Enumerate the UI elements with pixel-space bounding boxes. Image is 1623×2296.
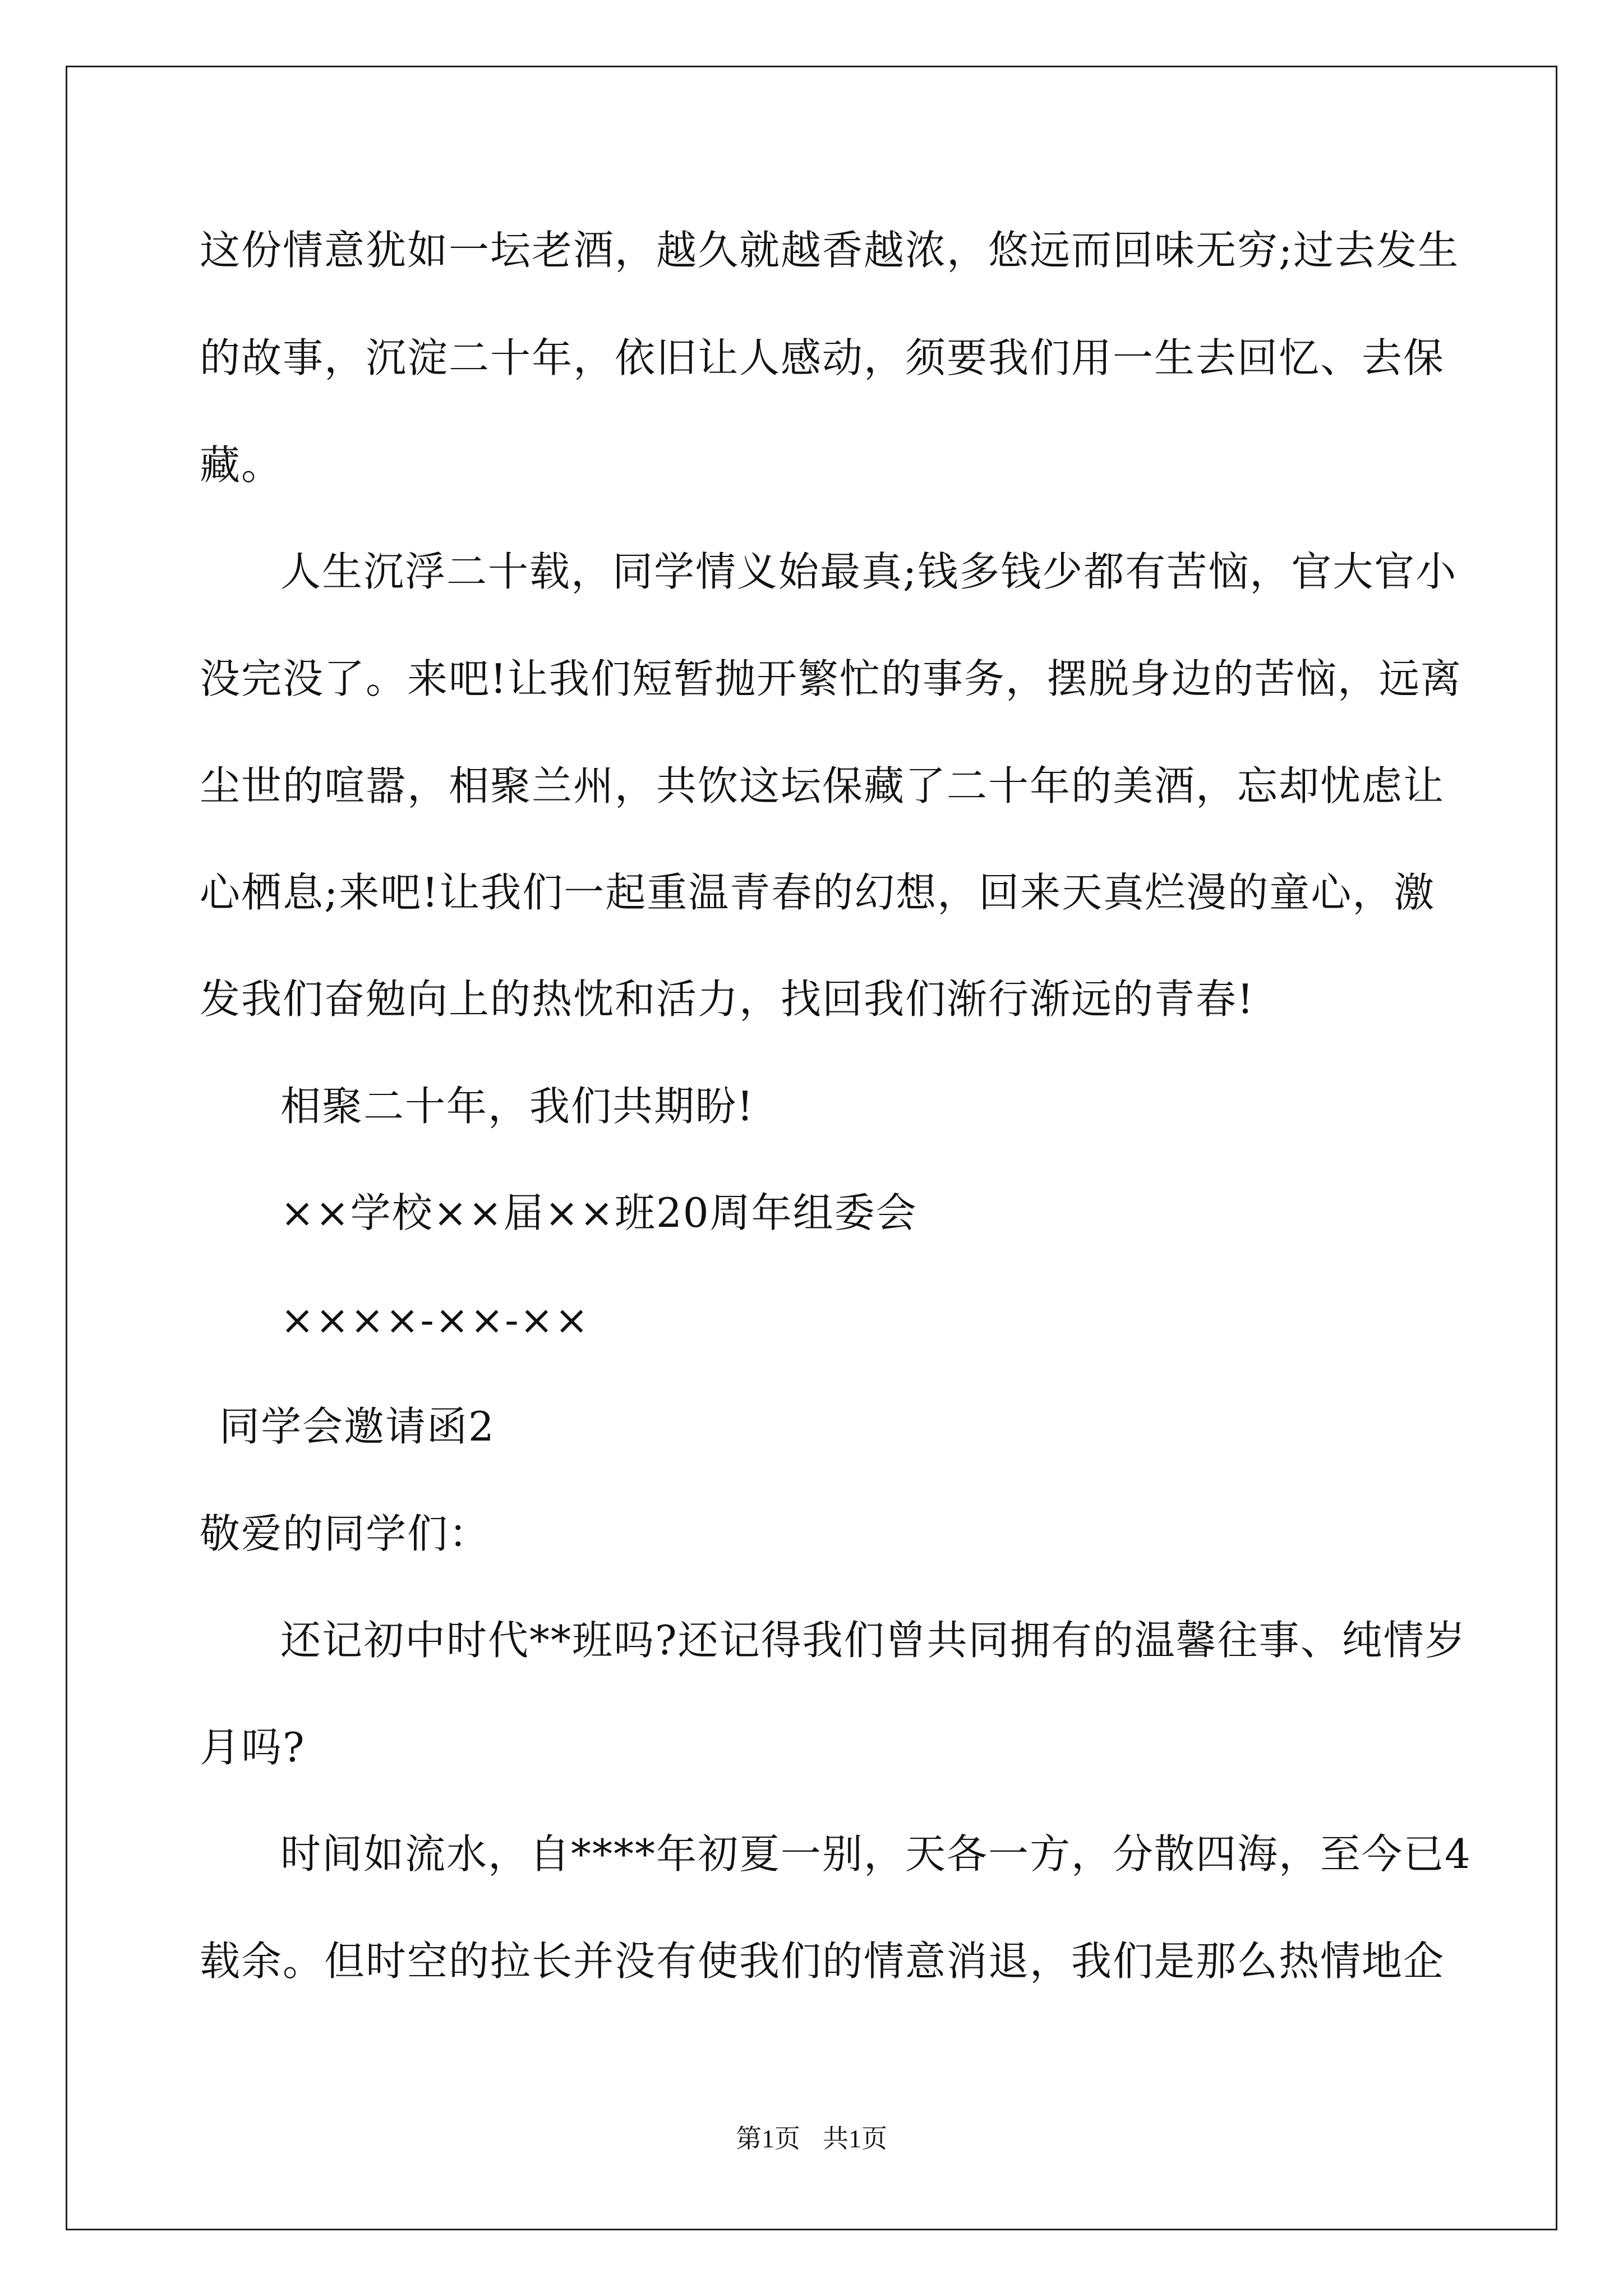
paragraph-line: 载余。但时空的拉长并没有使我们的情意消退，我们是那么热情地企 — [200, 1938, 1445, 1985]
paragraph-line: 时间如流水，自****年初夏一别，天各一方，分散四海，至今已4 — [280, 1830, 1472, 1878]
section-heading: 同学会邀请函2 — [219, 1403, 495, 1450]
paragraph-line: 心栖息;来吧!让我们一起重温青春的幻想，回来天真烂漫的童心，激 — [200, 869, 1436, 916]
paragraph-line: 尘世的喧嚣，相聚兰州，共饮这坛保藏了二十年的美酒，忘却忧虑让 — [200, 762, 1445, 809]
paragraph-line: 还记初中时代**班吗?还记得我们曾共同拥有的温馨往事、纯情岁 — [280, 1617, 1467, 1664]
closing-line: 相聚二十年，我们共期盼! — [280, 1083, 754, 1130]
paragraph-line: 发我们奋勉向上的热忱和活力，找回我们渐行渐远的青春! — [200, 976, 1255, 1023]
date-line: ××××-××-×× — [280, 1296, 590, 1343]
page-footer — [0, 2126, 1623, 2152]
paragraph-line: 藏。 — [200, 441, 283, 489]
salutation: 敬爱的同学们： — [200, 1510, 491, 1557]
page-border — [66, 66, 1557, 2230]
page-number: 第1页 — [736, 2124, 800, 2153]
page-total: 共1页 — [823, 2124, 887, 2153]
paragraph-line: 月吗? — [200, 1724, 306, 1771]
signature-line: ××学校××届××班20周年组委会 — [280, 1189, 917, 1236]
paragraph-line: 的故事，沉淀二十年，依旧让人感动，须要我们用一生去回忆、去保 — [200, 334, 1445, 381]
paragraph-line: 这份情意犹如一坛老酒，越久就越香越浓，悠远而回味无穷;过去发生 — [200, 227, 1460, 274]
paragraph-line: 没完没了。来吧!让我们短暂抛开繁忙的事务，摆脱身边的苦恼，远离 — [200, 655, 1462, 702]
paragraph-line: 人生沉浮二十载，同学情义始最真;钱多钱少都有苦恼，官大官小 — [280, 548, 1458, 595]
